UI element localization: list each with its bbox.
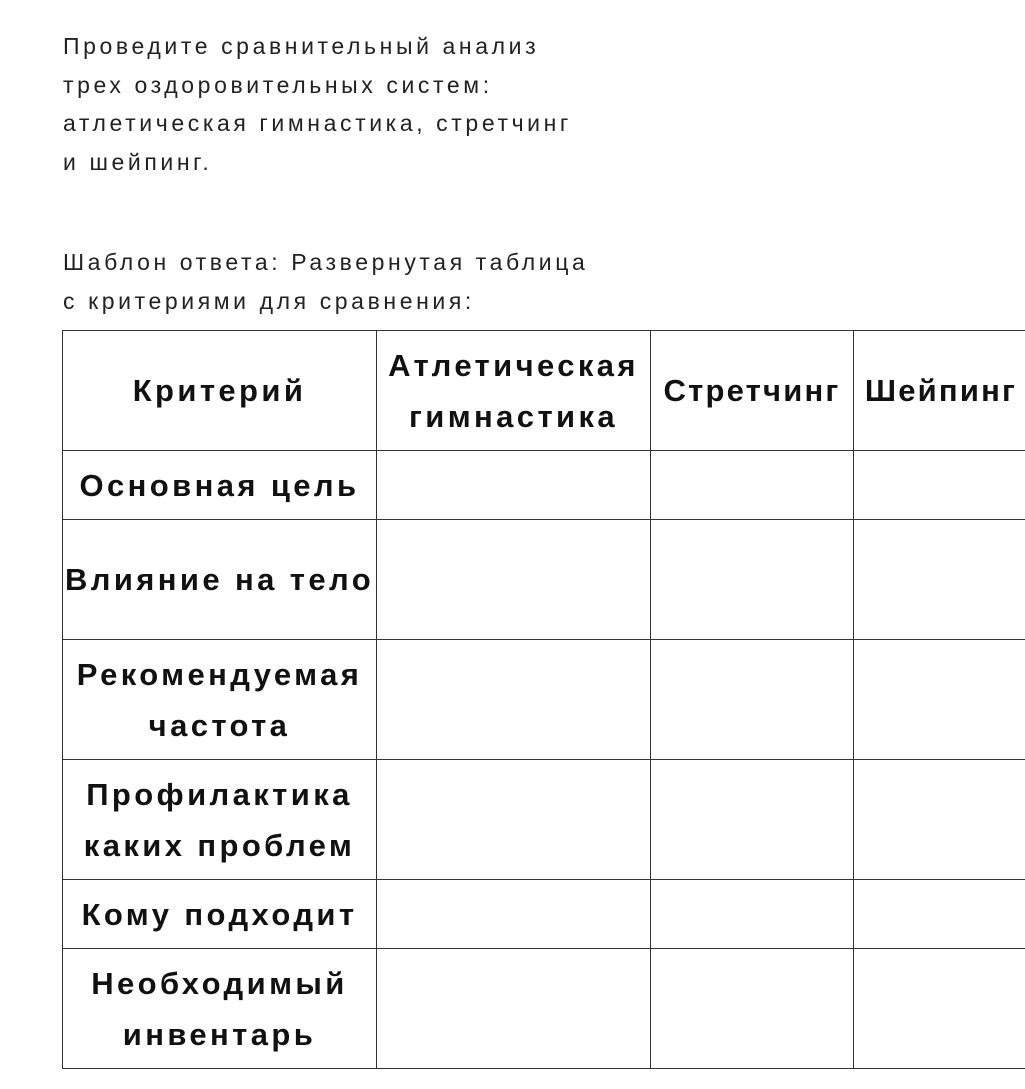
stretching-cell[interactable] [651,640,854,760]
criterion-cell: Влияние на тело [63,520,377,640]
athletic-cell[interactable] [377,451,651,520]
table-header-row [63,331,1025,451]
stretching-cell[interactable] [651,880,854,949]
athletic-cell[interactable] [377,520,651,640]
stretching-cell[interactable] [651,520,854,640]
athletic-cell[interactable] [377,640,651,760]
table-row [63,520,1025,640]
shaping-cell[interactable] [854,640,1025,760]
answer-template-block [63,243,703,320]
criterion-cell: Необходимый инвентарь [63,949,377,1069]
stretching-cell[interactable] [651,949,854,1069]
shaping-cell[interactable] [854,451,1025,520]
table-row [63,949,1025,1069]
table-row [63,760,1025,880]
header-stretching: Стретчинг [651,331,854,451]
shaping-cell[interactable] [854,949,1025,1069]
task-text: Проведите сравнительный анализ трех оздоровительных систем: атлетическая гимнастика, стретчинг и шейпинг. [63,33,572,175]
criterion-cell: Рекомендуемая частота [63,640,377,760]
comparison-table [62,330,1025,1069]
criterion-cell: Профилактика каких проблем [63,760,377,880]
header-criterion: Критерий [63,331,377,451]
shaping-cell[interactable] [854,880,1025,949]
header-shaping: Шейпинг [854,331,1025,451]
athletic-cell[interactable] [377,880,651,949]
answer-template-text: Шаблон ответа: Развернутая таблица с критериями для сравнения: [63,249,589,314]
criterion-cell: Основная цель [63,451,377,520]
table-row [63,640,1025,760]
athletic-cell[interactable] [377,760,651,880]
shaping-cell[interactable] [854,760,1025,880]
table-row [63,451,1025,520]
stretching-cell[interactable] [651,760,854,880]
task-text-block [63,27,683,181]
criterion-cell: Кому подходит [63,880,377,949]
stretching-cell[interactable] [651,451,854,520]
athletic-cell[interactable] [377,949,651,1069]
table-row [63,880,1025,949]
header-athletic-gymnastics: Атлетическая гимнастика [377,331,651,451]
shaping-cell[interactable] [854,520,1025,640]
